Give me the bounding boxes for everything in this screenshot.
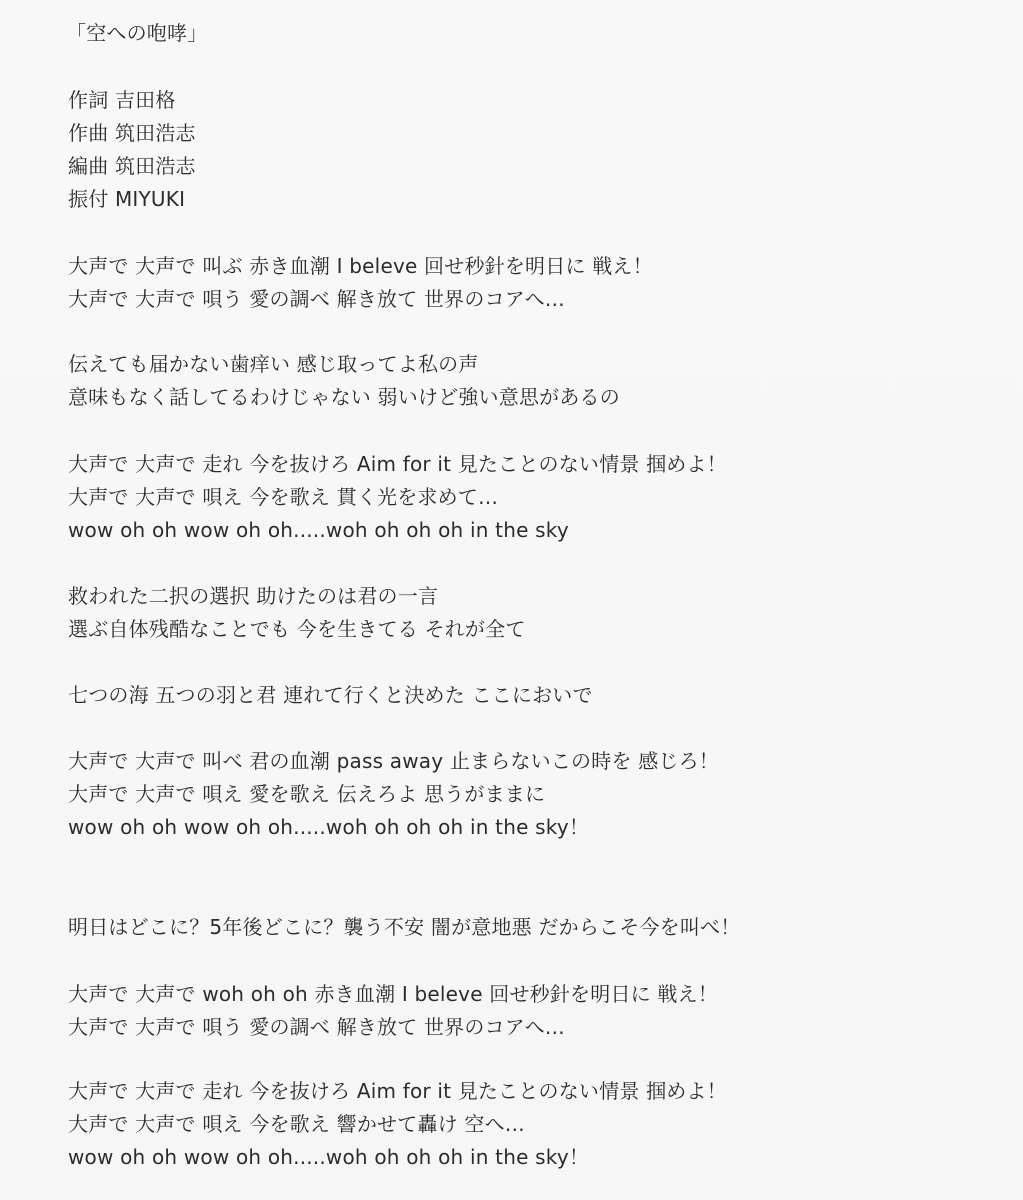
lyric-line: 大声で 大声で 叫べ 君の血潮 pass away 止まらないこの時を 感じろ！ [68,749,719,773]
lyric-line: 大声で 大声で 唄え 今を歌え 貫く光を求めて… [68,485,499,509]
lyric-line: 七つの海 五つの羽と君 連れて行くと決めた ここにおいで [68,683,593,707]
lyric-line: 大声で 大声で 唄え 愛を歌え 伝えろよ 思うがままに [68,782,546,806]
credit-choreographer: 振付 MIYUKI [68,187,186,211]
lyric-line: wow oh oh wow oh oh.....woh oh oh oh in the sky！ [68,815,590,839]
song-title: 「空への咆哮」 [66,21,208,45]
lyric-line: 大声で 大声で 唄え 今を歌え 響かせて轟け 空へ… [68,1112,525,1136]
credit-lyricist: 作詞 吉田格 [68,88,176,112]
lyric-line: 大声で 大声で 走れ 今を抜けろ Aim for it 見たことのない情景 掴めよ！ [68,452,727,476]
lyric-line: 救われた二択の選択 助けたのは君の一言 [68,584,439,608]
lyric-line: 選ぶ自体残酷なことでも 今を生きてる それが全て [68,617,526,641]
lyric-line: 大声で 大声で 叫ぶ 赤き血潮 I beleve 回せ秒針を明日に 戦え！ [68,254,653,278]
lyric-line: 大声で 大声で woh oh oh 赤き血潮 I beleve 回せ秒針を明日に 戦え！ [68,982,719,1006]
lyric-line: 明日はどこに？5年後どこに？襲う不安 闇が意地悪 だからこそ今を叫べ！ [68,915,741,939]
credit-arranger: 編曲 筑田浩志 [68,154,196,178]
lyric-line: 大声で 大声で 唄う 愛の調べ 解き放て 世界のコアへ… [68,1015,565,1039]
lyric-line: 大声で 大声で 走れ 今を抜けろ Aim for it 見たことのない情景 掴めよ！ [68,1079,727,1103]
lyric-line: 伝えても届かない歯痒い 感じ取ってよ私の声 [68,352,479,376]
credit-composer: 作曲 筑田浩志 [68,121,196,145]
lyric-line: 大声で 大声で 唄う 愛の調べ 解き放て 世界のコアへ… [68,287,565,311]
lyric-line: wow oh oh wow oh oh.....woh oh oh oh in the sky [68,518,569,542]
lyric-line: 意味もなく話してるわけじゃない 弱いけど強い意思があるの [68,385,620,409]
lyric-line: wow oh oh wow oh oh.....woh oh oh oh in the sky！ [68,1145,590,1169]
